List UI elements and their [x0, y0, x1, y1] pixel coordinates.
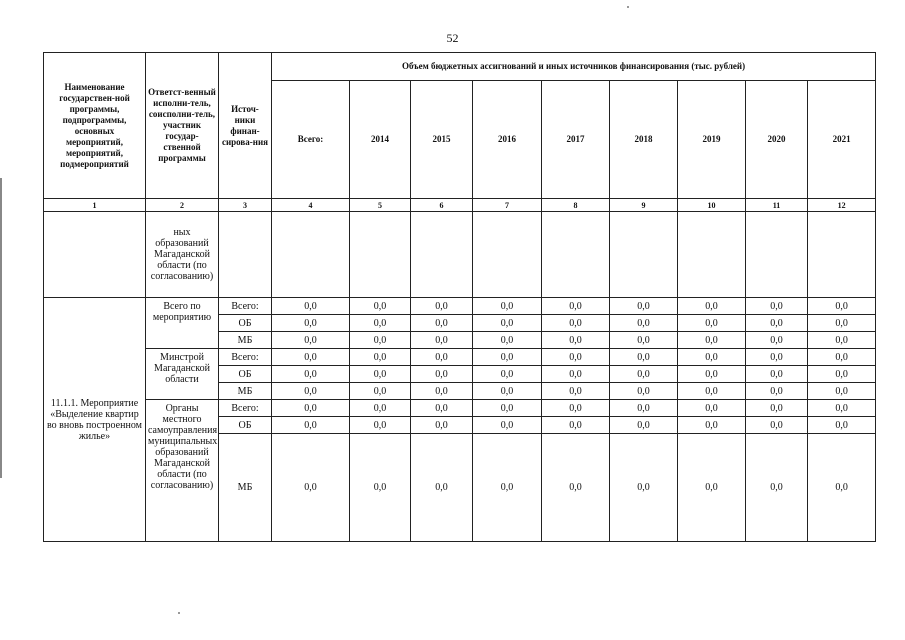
executor-cell: Всего по мероприятию	[146, 298, 219, 349]
value-cell: 0,0	[542, 434, 610, 542]
value-cell: 0,0	[808, 383, 876, 400]
value-cell: 0,0	[350, 383, 411, 400]
column-number-6: 6	[411, 199, 473, 212]
column-number-2: 2	[146, 199, 219, 212]
funding-source: Всего:	[219, 298, 272, 315]
value-cell: 0,0	[678, 417, 746, 434]
value-cell: 0,0	[542, 349, 610, 366]
value-cell: 0,0	[272, 298, 350, 315]
column-number-10: 10	[678, 199, 746, 212]
value-cell: 0,0	[610, 332, 678, 349]
value-cell: 0,0	[746, 366, 808, 383]
value-cell: 0,0	[746, 383, 808, 400]
column-number-1: 1	[44, 199, 146, 212]
funding-source: ОБ	[219, 417, 272, 434]
scan-speck	[178, 612, 180, 614]
value-cell: 0,0	[411, 332, 473, 349]
funding-source: ОБ	[219, 366, 272, 383]
column-number-3: 3	[219, 199, 272, 212]
value-cell: 0,0	[542, 400, 610, 417]
value-cell: 0,0	[350, 417, 411, 434]
value-cell: 0,0	[808, 400, 876, 417]
value-cell: 0,0	[746, 298, 808, 315]
column-numbers-row	[44, 199, 876, 212]
header-funding-source: Источ-ники финан-сирова-ния	[219, 53, 272, 199]
value-cell: 0,0	[272, 366, 350, 383]
value-cell: 0,0	[473, 366, 542, 383]
executor-cell: Минстрой Магаданской области	[146, 349, 219, 400]
value-cell: 0,0	[411, 434, 473, 542]
value-cell: 0,0	[610, 400, 678, 417]
value-cell: 0,0	[746, 434, 808, 542]
table-row	[44, 349, 876, 366]
value-cell: 0,0	[411, 349, 473, 366]
value-cell: 0,0	[272, 417, 350, 434]
value-cell: 0,0	[350, 349, 411, 366]
value-cell: 0,0	[678, 349, 746, 366]
value-cell: 0,0	[610, 434, 678, 542]
header-year-5: 2018	[610, 81, 678, 199]
value-cell: 0,0	[350, 400, 411, 417]
funding-source: МБ	[219, 383, 272, 400]
table-row	[44, 400, 876, 417]
header-executor: Ответст-венный исполни-тель, соисполни-тель, участник государ-ственной программы	[146, 53, 219, 199]
value-cell: 0,0	[272, 349, 350, 366]
value-cell: 0,0	[746, 332, 808, 349]
page-number: 52	[446, 31, 459, 45]
column-number-8: 8	[542, 199, 610, 212]
table-row	[44, 298, 876, 315]
budget-table	[43, 52, 876, 542]
header-year-1: 2014	[350, 81, 411, 199]
value-cell: 0,0	[678, 315, 746, 332]
funding-source: Всего:	[219, 349, 272, 366]
value-cell: 0,0	[610, 383, 678, 400]
value-cell: 0,0	[272, 315, 350, 332]
header-year-8: 2021	[808, 81, 876, 199]
value-cell: 0,0	[272, 434, 350, 542]
value-cell: 0,0	[542, 417, 610, 434]
value-cell: 0,0	[610, 366, 678, 383]
executor-cell: Органы местного самоуправления муниципальных образований Магаданской области (по согласованию)	[146, 400, 219, 542]
value-cell: 0,0	[746, 400, 808, 417]
column-number-5: 5	[350, 199, 411, 212]
value-cell: 0,0	[610, 298, 678, 315]
value-cell: 0,0	[411, 400, 473, 417]
value-cell: 0,0	[411, 298, 473, 315]
header-program-name: Наименование государствен-ной программы, подпрограммы, основных мероприятий, мероприятий, подмероприятий	[44, 53, 146, 199]
header-year-6: 2019	[678, 81, 746, 199]
column-number-12: 12	[808, 199, 876, 212]
column-number-4: 4	[272, 199, 350, 212]
header-year-7: 2020	[746, 81, 808, 199]
scan-edge-mark	[0, 178, 2, 478]
measure-name: 11.1.1. Мероприятие «Выделение квартир во вновь построенном жилье»	[44, 298, 146, 542]
column-number-7: 7	[473, 199, 542, 212]
value-cell: 0,0	[808, 298, 876, 315]
value-cell: 0,0	[473, 315, 542, 332]
header-year-3: 2016	[473, 81, 542, 199]
value-cell: 0,0	[411, 366, 473, 383]
value-cell: 0,0	[473, 434, 542, 542]
value-cell: 0,0	[678, 332, 746, 349]
continuation-row	[44, 212, 876, 298]
value-cell: 0,0	[473, 349, 542, 366]
funding-source: ОБ	[219, 315, 272, 332]
column-number-9: 9	[610, 199, 678, 212]
funding-source: Всего:	[219, 400, 272, 417]
value-cell: 0,0	[678, 298, 746, 315]
value-cell: 0,0	[542, 298, 610, 315]
value-cell: 0,0	[272, 383, 350, 400]
scan-speck	[627, 6, 629, 8]
value-cell: 0,0	[808, 366, 876, 383]
value-cell: 0,0	[473, 400, 542, 417]
value-cell: 0,0	[473, 332, 542, 349]
value-cell: 0,0	[411, 383, 473, 400]
value-cell: 0,0	[272, 400, 350, 417]
value-cell: 0,0	[808, 434, 876, 542]
value-cell: 0,0	[473, 383, 542, 400]
continuation-name-cell	[44, 212, 146, 298]
value-cell: 0,0	[542, 383, 610, 400]
value-cell: 0,0	[678, 434, 746, 542]
value-cell: 0,0	[808, 332, 876, 349]
value-cell: 0,0	[678, 366, 746, 383]
value-cell: 0,0	[473, 298, 542, 315]
continuation-executor: ных образований Магаданской области (по согласованию)	[146, 212, 219, 298]
value-cell: 0,0	[610, 417, 678, 434]
header-year-4: 2017	[542, 81, 610, 199]
value-cell: 0,0	[350, 298, 411, 315]
value-cell: 0,0	[678, 383, 746, 400]
value-cell: 0,0	[808, 417, 876, 434]
header-budget-group: Объем бюджетных ассигнований и иных источников финансирования (тыс. рублей)	[272, 53, 876, 81]
header-year-2: 2015	[411, 81, 473, 199]
value-cell: 0,0	[746, 315, 808, 332]
measure-body	[44, 298, 876, 542]
column-number-11: 11	[746, 199, 808, 212]
value-cell: 0,0	[746, 349, 808, 366]
value-cell: 0,0	[411, 315, 473, 332]
value-cell: 0,0	[350, 366, 411, 383]
value-cell: 0,0	[350, 434, 411, 542]
value-cell: 0,0	[746, 417, 808, 434]
funding-source: МБ	[219, 332, 272, 349]
header-year-0: Всего:	[272, 81, 350, 199]
value-cell: 0,0	[350, 315, 411, 332]
funding-source: МБ	[219, 434, 272, 542]
value-cell: 0,0	[808, 315, 876, 332]
value-cell: 0,0	[542, 366, 610, 383]
value-cell: 0,0	[610, 349, 678, 366]
value-cell: 0,0	[350, 332, 411, 349]
value-cell: 0,0	[610, 315, 678, 332]
value-cell: 0,0	[473, 417, 542, 434]
value-cell: 0,0	[808, 349, 876, 366]
value-cell: 0,0	[542, 315, 610, 332]
value-cell: 0,0	[411, 417, 473, 434]
value-cell: 0,0	[678, 400, 746, 417]
value-cell: 0,0	[542, 332, 610, 349]
value-cell: 0,0	[272, 332, 350, 349]
